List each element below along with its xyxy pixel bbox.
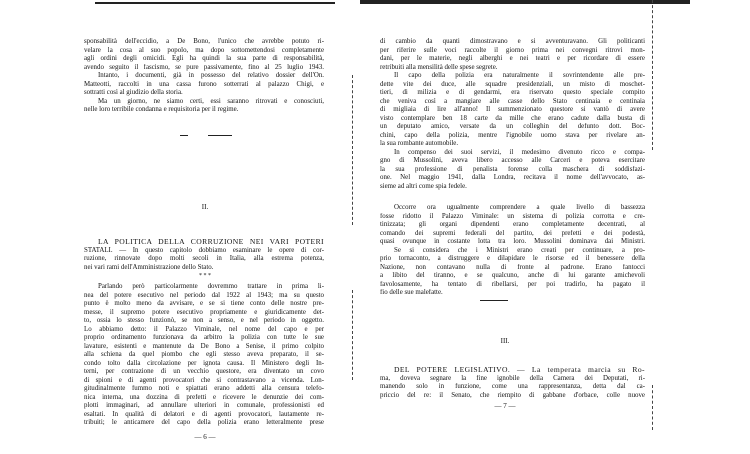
text-line: dani, per le materie, negli alberghi e nei teatri e per ricordare di essere — [380, 55, 645, 62]
text-line: la sua professione di penalista forense colla maschera di soddisfazi- — [380, 165, 645, 173]
text-line: esaltati. In qualità di delatori e di agenti provocatori, lautamente re- — [84, 410, 324, 418]
text-line: fio delle sue malefatte. — [380, 289, 443, 296]
text-line: In compenso dei suoi servizi, il medesimo divenuto ricco e compa- — [394, 148, 645, 156]
text-line: visto contemplare ben 18 carte da mille che erano cadute dalla busta di — [380, 114, 645, 122]
scan-artifact-top-left — [95, 2, 335, 4]
text-line: che veniva così a mangiare alle casse dello Stato centinaia e centinaia — [380, 97, 645, 105]
text-line: sieme ad altri come spia fedele. — [380, 182, 467, 190]
text-line: di cambio da quanti dimostravano e si avventuravano. Gli politicanti — [380, 38, 645, 45]
text-line: ruzione, rinnovate dopo molti secoli in Italia, alla estrema potenza, — [84, 255, 324, 262]
scan-artifact-top-right — [360, 0, 690, 4]
text-line: STATALI. — In questo capitolo dobbiamo esaminare le opere di cor- — [84, 246, 324, 254]
text-line: priccio del re: il Senato, che riempito di gabbane d'orbace, colle nuove — [380, 391, 645, 399]
page-gutter-mark — [352, 75, 353, 225]
section-number: II. — [201, 203, 209, 211]
text-line: condo tolto dalla circolazione per ignota causa. Il Ministero degli In- — [84, 359, 324, 367]
page-number: — 6 — — [194, 433, 216, 441]
section-heading: LA POLITICA DELLA CORRUZIONE NEI VARI POTERI — [98, 238, 324, 246]
text-line: one. Nel maggio 1941, dalla Londra, recitava il nome dell'avvocato, as- — [380, 174, 645, 181]
text-line: favolosamente, ha tentato di ribellarsi, per poi tradirlo, ha pagato il — [380, 280, 645, 288]
text-line: Matteotti, raccolti in una cassa furono sotterrati al palazzo Chigi, e — [84, 80, 324, 88]
text-line: tieri, di milizia e di gendarmi, era riservato questo speciale compito — [380, 89, 645, 96]
text-line: di spioni e di agenti provocatori che si contrastavano a vicenda. Lon- — [84, 376, 324, 384]
text-line: gno di Mussolini, aveva libero accesso alle Carceri e poteva esercitare — [380, 157, 645, 164]
text-line: tinizzata; gli organi dipendenti erano completamente decentrati, al — [380, 221, 645, 228]
separator-rule — [208, 135, 232, 136]
page-gutter-mark — [352, 290, 353, 380]
text-line: avendo seguito il fascismo, se pure passivamente, fino al 25 luglio 1943. — [84, 63, 324, 71]
text-line: sottratti così al giudizio della storia. — [84, 89, 183, 96]
separator-rule — [180, 135, 188, 136]
text-line: Parlando però particolarmente dovremmo trattare in prima li- — [98, 283, 324, 290]
text-line: Occorre ora ugualmente comprendere a quale livello di bassezza — [394, 204, 645, 211]
text-line: terni, per contrazione di un vecchio questore, era diventato un covo — [84, 368, 324, 375]
text-line: la sua rombante automobile. — [380, 140, 459, 147]
left-paragraph-parlando — [84, 283, 324, 428]
text-line: velare la cosa al suo popolo, ma dopo sottomettendosi completamente — [84, 46, 324, 54]
asterism: * * * — [199, 273, 211, 279]
text-line: to, ossia lo stesso funzionò, se non a senso, e nel periodo in oggetto. — [84, 317, 324, 324]
text-line: Se si considera che i Ministri erano creati per continuare, a pro- — [394, 246, 645, 254]
text-line: chini, capo della polizia, mentre l'ignobile uomo stava per rivelare an- — [380, 131, 645, 139]
right-paragraph-occorre — [380, 204, 645, 298]
text-line: lavature, esistenti e mantenute da De Bono a Senise, il primo colpito — [84, 342, 324, 350]
text-line: nea del potere esecutivo nel periodo dal 1922 al 1943; ma su questo — [84, 291, 324, 299]
page-number: — 7 — — [494, 402, 516, 410]
text-line: tribuiti; le anticamere del capo della polizia erano letteralmente prese — [84, 419, 324, 426]
text-line: quasi ovunque in costante lotta tra loro. Mussolini dominava dai Ministri. — [380, 238, 645, 245]
text-line: dette vite dei duce, alle squadre presidenziali, un misto di moschet- — [380, 80, 645, 88]
text-line: nica interna, una dozzina di prefetti e ricevere le denunzie dei com- — [84, 393, 324, 401]
text-line: sponsabilità dell'eccidio, a De Bono, l'unico che avrebbe potuto ri- — [84, 38, 324, 45]
page-edge-mark — [652, 385, 653, 430]
text-line: Nazione, non contavano nulla di fronte al padrone. Erano fantocci — [380, 263, 645, 271]
text-line: agli ordini degli omicidi. Egli ha quindi la sua parte di responsabilità, — [84, 55, 324, 62]
section-heading: DEL POTERE LEGISLATIVO. — La temperata marcia su Ro- — [394, 366, 645, 374]
text-line: Lo abbiamo detto: il Palazzo Viminale, nel nome del capo e per — [84, 325, 324, 333]
text-line: Ma un giorno, ne siamo certi, essi saranno ritrovati e conosciuti, — [98, 97, 324, 105]
page-edge-mark — [652, 0, 653, 150]
text-line: di migliaia di lire all'anno! Il summenzionato questore si vantò di avere — [380, 106, 645, 113]
right-paragraph-1 — [380, 38, 645, 191]
text-line: plotti immaginari, ad annullare ulteriori in comunale, professionisti ed — [84, 402, 324, 409]
text-line: alla schiena da quel piombo che egli stesso aveva preparato, il se- — [84, 351, 324, 358]
text-line: proprio ordinamento funzionava da arbitro la polizia con tutte le sue — [84, 334, 324, 341]
text-line: comando dei supremi federali del partito, dei prefetti e dei podestà, — [380, 229, 645, 237]
text-line: manendo solo in funzione, come una rappresentanza, detta dal ca- — [380, 383, 645, 390]
text-line: retribuiti alla mensilità delle spese segrete. — [380, 63, 498, 71]
text-line: gitudinalmente fummo noti e spiattati erano addetti alla censura telefo- — [84, 385, 324, 392]
text-line: prio tornaconto, a distruggere e dilapidare le risorse ed il benessere della — [380, 255, 645, 262]
right-paragraph-legislativo — [380, 366, 645, 400]
left-paragraph-1 — [84, 38, 324, 115]
text-line: nelle loro terribile condanna e requisitoria per il regime. — [84, 106, 239, 113]
section-heading-paragraph — [84, 238, 324, 272]
text-line: punto è molto meno da avvisare, e se si tiene conto delle nostre pre- — [84, 300, 324, 307]
text-line: nei vari rami dell'Amministrazione dello Stato. — [84, 263, 214, 271]
text-line: messe, il supremo potere esecutivo propriamente e giuridicamente det- — [84, 308, 324, 316]
separator-rule — [480, 300, 508, 301]
text-line: fosse ridotto il Palazzo Viminale: un sistema di polizia corrotta e cre- — [380, 212, 645, 220]
text-line: Il capo della polizia era naturalmente il sovrintendente alle pre- — [394, 72, 645, 79]
text-line: a libito del tiranno, e se qualcuno, anche di lui garante amichevoli — [380, 272, 645, 279]
text-line: un deputato amico, versate da un colleghin del defunto dott. Boc- — [380, 123, 645, 130]
section-number: III. — [500, 337, 510, 345]
text-line: per riferire sulle voci raccolte il giorno prima nei convegni ritrovi mon- — [380, 46, 645, 54]
text-line: ma, doveva segnare la fine ignobile della Camera dei Deputati, ri- — [380, 374, 645, 382]
text-line: Intanto, i documenti, già in possesso del relativo dossier dell'On. — [98, 72, 324, 79]
